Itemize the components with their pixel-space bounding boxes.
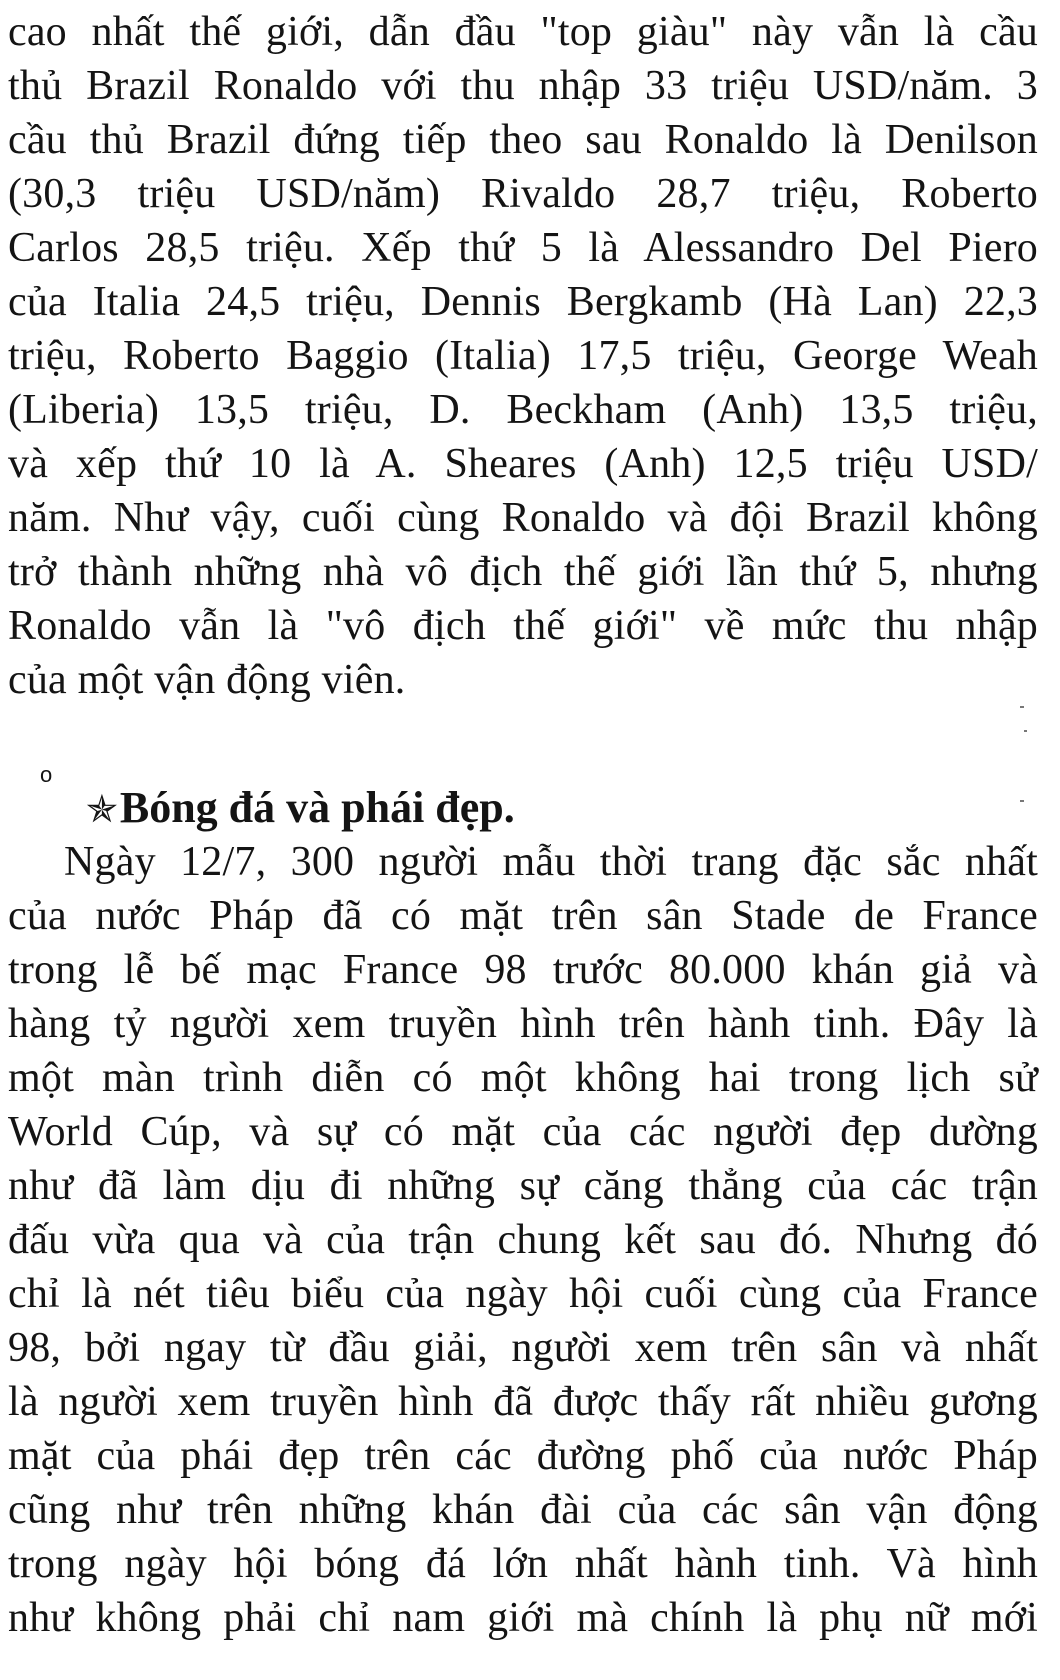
print-speck: [1020, 706, 1024, 708]
text-line: mặt của phái đẹp trên các đường phố của nước Pháp: [8, 1433, 1038, 1479]
text-line: triệu, Roberto Baggio (Italia) 17,5 triệu, George Weah: [8, 333, 1038, 379]
text-line: thủ Brazil Ronaldo với thu nhập 33 triệu USD/năm. 3: [8, 63, 1038, 109]
text-line: chỉ là nét tiêu biểu của ngày hội cuối cùng của France: [8, 1271, 1038, 1317]
text-line: Carlos 28,5 triệu. Xếp thứ 5 là Alessandro Del Piero: [8, 225, 1038, 271]
text-line: một màn trình diễn có một không hai trong lịch sử: [8, 1055, 1038, 1101]
print-speck: [1024, 730, 1027, 732]
text-line: trở thành những nhà vô địch thế giới lần thứ 5, nhưng: [8, 549, 1038, 595]
text-line: Ronaldo vẫn là "vô địch thế giới" về mức thu nhập: [8, 603, 1038, 649]
text-line: Ngày 12/7, 300 người mẫu thời trang đặc sắc nhất: [64, 839, 1038, 885]
text-line: của Italia 24,5 triệu, Dennis Bergkamb (Hà Lan) 22,3: [8, 279, 1038, 325]
text-line: trong ngày hội bóng đá lớn nhất hành tinh. Và hình: [8, 1541, 1038, 1587]
text-line: (Liberia) 13,5 triệu, D. Beckham (Anh) 13,5 triệu,: [8, 387, 1038, 433]
text-line: như không phải chỉ nam giới mà chính là phụ nữ mới: [8, 1595, 1038, 1641]
text-line: World Cúp, và sự có mặt của các người đẹp dường: [8, 1109, 1038, 1155]
section-heading: [86, 780, 515, 838]
text-line: (30,3 triệu USD/năm) Rivaldo 28,7 triệu, Roberto: [8, 171, 1038, 217]
text-line: của nước Pháp đã có mặt trên sân Stade de France: [8, 893, 1038, 939]
text-line: cũng như trên những khán đài của các sân vận động: [8, 1487, 1038, 1533]
text-line: 98, bởi ngay từ đầu giải, người xem trên sân và nhất: [8, 1325, 1038, 1371]
text-line: cầu thủ Brazil đứng tiếp theo sau Ronaldo là Denilson: [8, 117, 1038, 163]
text-line: như đã làm dịu đi những sự căng thẳng của các trận: [8, 1163, 1038, 1209]
print-speck: [1020, 800, 1024, 802]
text-line: hàng tỷ người xem truyền hình trên hành tinh. Đây là: [8, 1001, 1038, 1047]
text-line: trong lễ bế mạc France 98 trước 80.000 khán giả và: [8, 947, 1038, 993]
star-icon: ✯: [86, 789, 118, 831]
text-line: là người xem truyền hình đã được thấy rất nhiều gương: [8, 1379, 1038, 1425]
text-line: cao nhất thế giới, dẫn đầu "top giàu" này vẫn là cầu: [8, 9, 1038, 55]
section-heading-title: Bóng đá và phái đẹp.: [119, 783, 515, 832]
text-line: đấu vừa qua và của trận chung kết sau đó. Nhưng đó: [8, 1217, 1038, 1263]
text-line: của một vận động viên.: [8, 657, 406, 703]
text-line: và xếp thứ 10 là A. Sheares (Anh) 12,5 triệu USD/: [8, 441, 1038, 487]
margin-mark: o: [40, 762, 53, 787]
text-line: năm. Như vậy, cuối cùng Ronaldo và đội Brazil không: [8, 495, 1038, 541]
